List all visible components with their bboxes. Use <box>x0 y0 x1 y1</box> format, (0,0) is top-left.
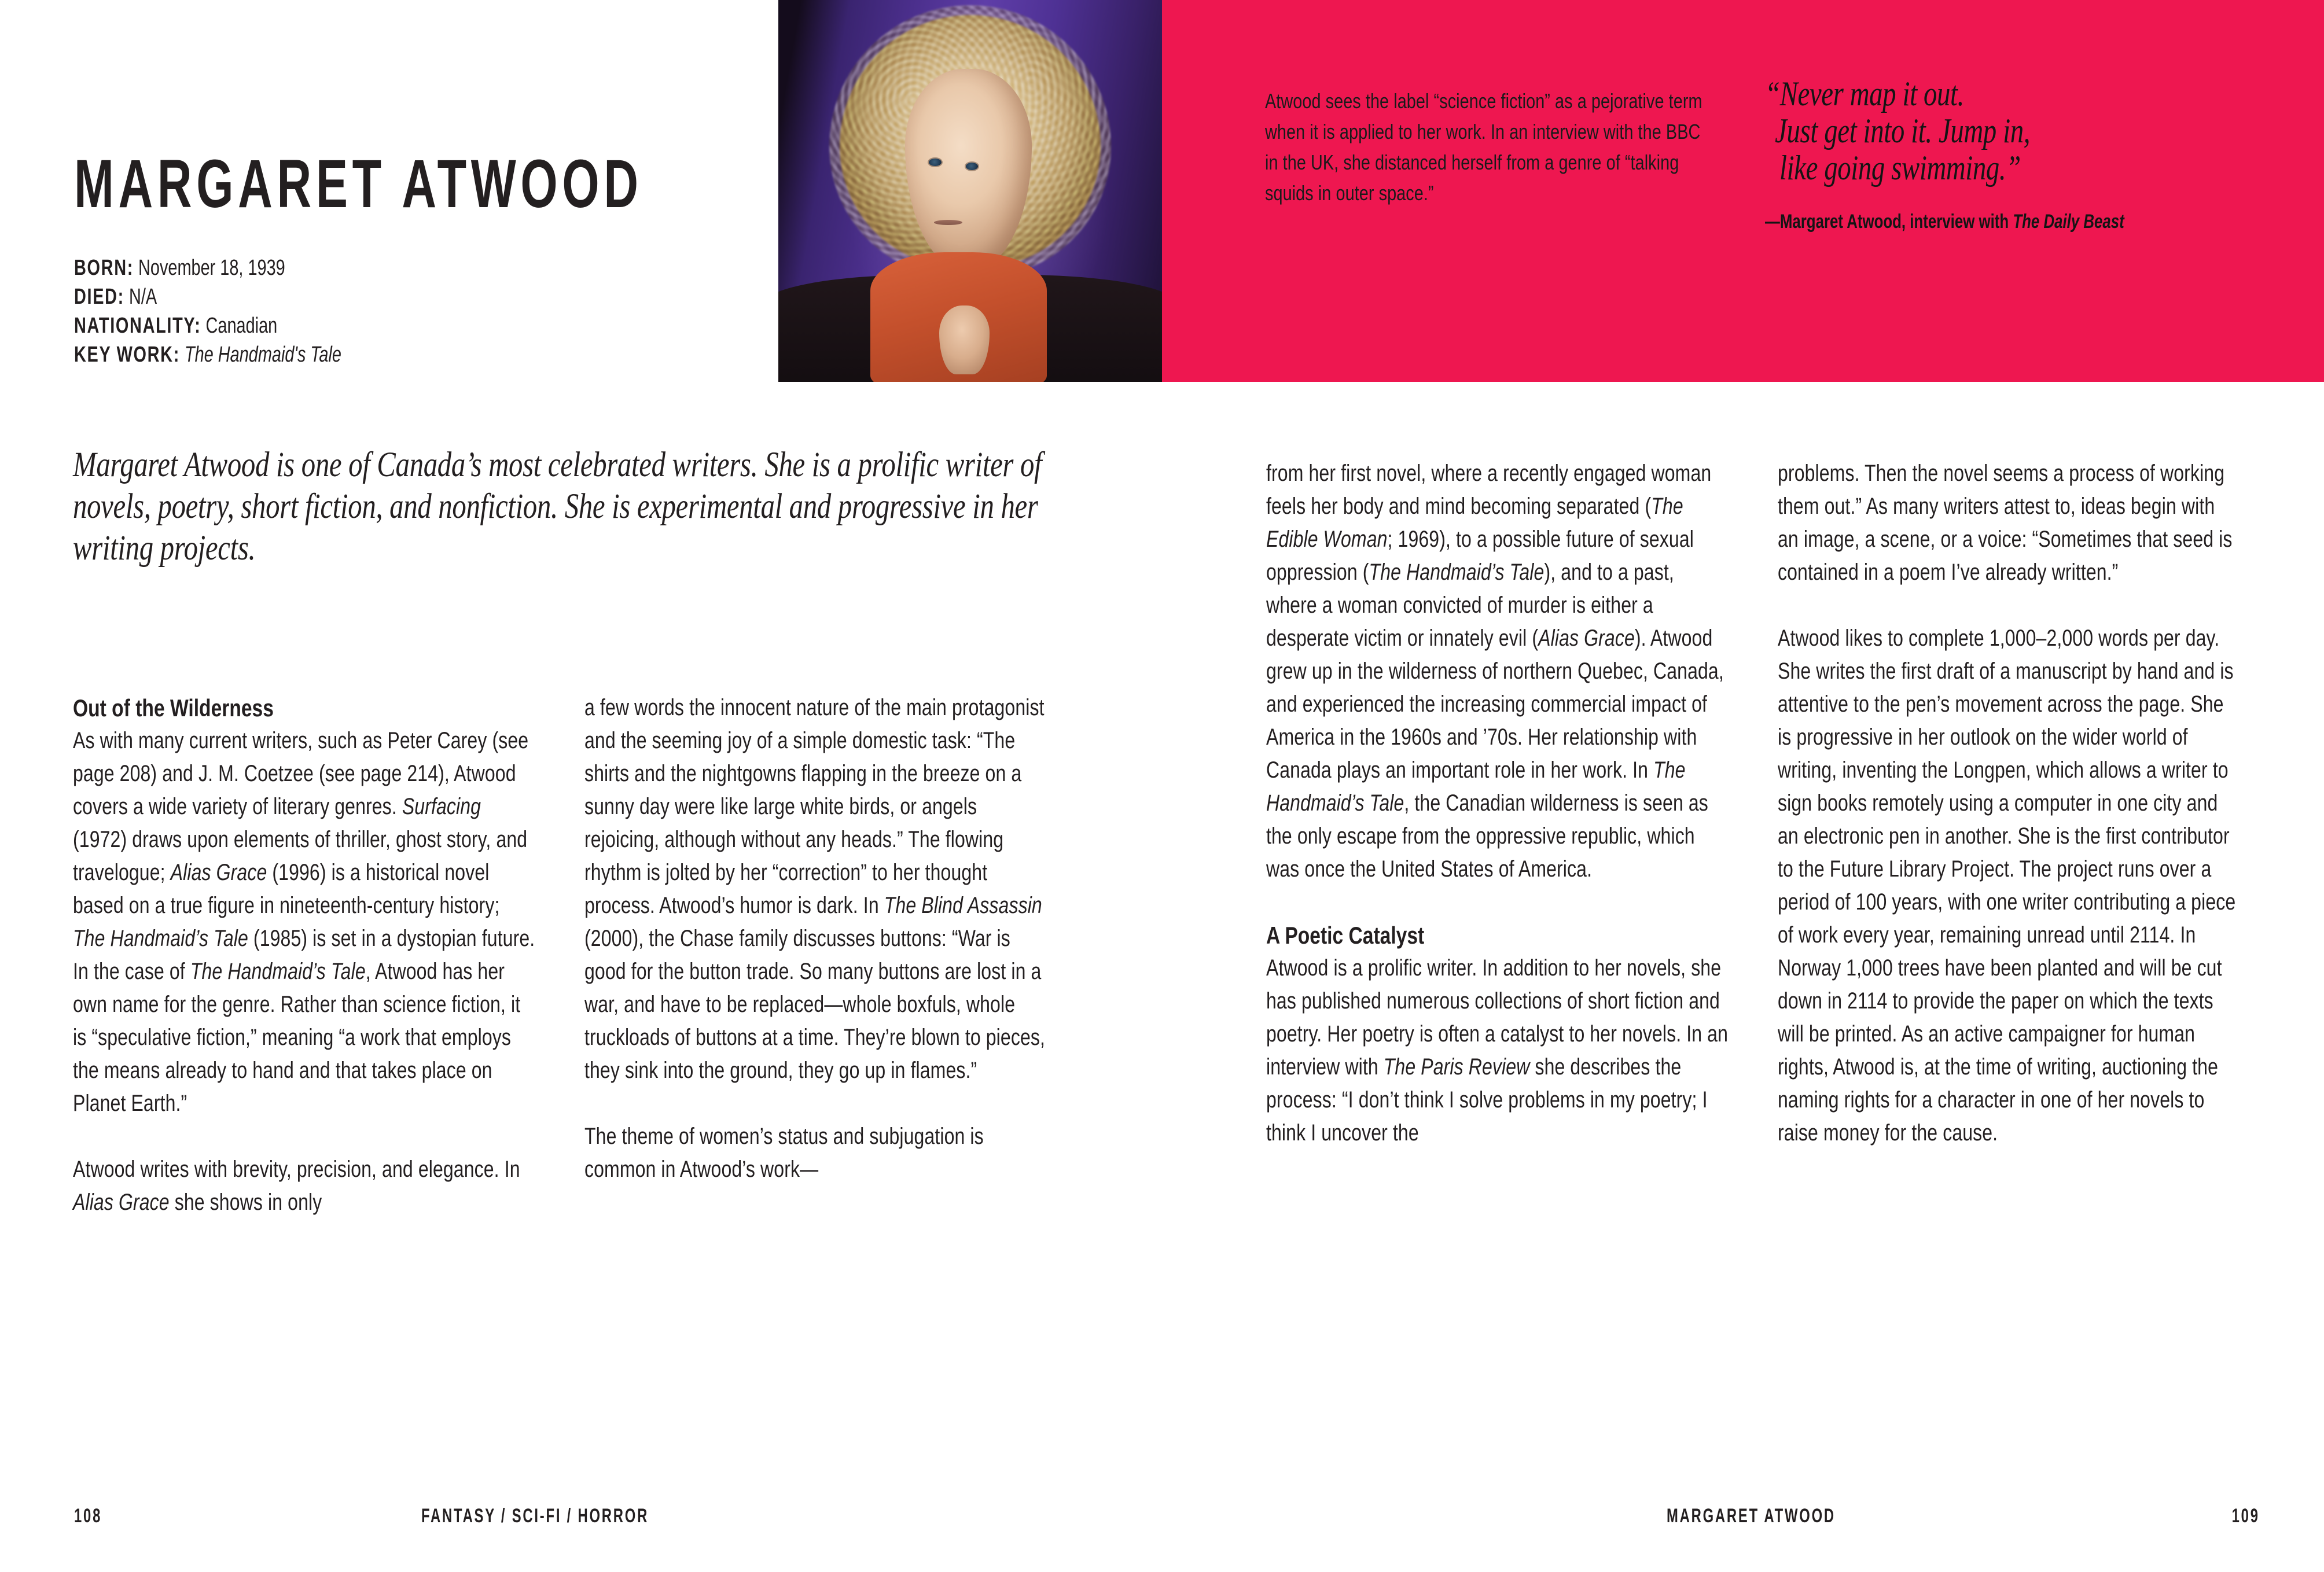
meta-value-born: November 18, 1939 <box>138 256 285 280</box>
text-run: (2000), the Chase family discusses buttons: “War is good for the button trade. So many buttons are lost in a war, and have to be replaced—whole boxfuls, whole truckloads of buttons at a time. They’re blown to pieces, they sink into the ground, they go up in flames.” <box>584 926 1045 1083</box>
text-run: , Atwood has her own name for the genre. Rather than science fiction, it is “speculative fiction,” meaning “a work that employs the means already to hand and that takes place on Planet Earth.” <box>73 959 521 1116</box>
text-run: Atwood is a prolific writer. In addition to her novels, she has published numerous collections of short fiction and poetry. Her poetry is often a catalyst to her novels. In an interview with <box>1266 955 1729 1080</box>
paragraph-c1-p1 <box>73 724 536 1120</box>
paragraph-c3-p2 <box>1266 952 1729 1150</box>
paragraph-c4-p1: problems. Then the novel seems a process of working them out.” As many writers attest to, ideas begin with an image, a scene, or a voice: “Sometimes that seed is contained in a poem I’ve already written.” <box>1778 461 2233 585</box>
book-title-handmaids-tale: The Handmaid’s Tale <box>190 959 366 984</box>
meta-value-died: N/A <box>129 285 157 309</box>
meta-row-key-work <box>74 340 708 369</box>
book-title-blind-assassin: The Blind Assassin <box>884 893 1042 918</box>
body-column-3 <box>1266 457 1729 1150</box>
pullquote-line-3: like going swimming.” <box>1779 149 2021 187</box>
body-column-4 <box>1778 457 2241 1150</box>
text-run: from her first novel, where a recently engaged woman feels her body and mind becoming separated ( <box>1266 461 1712 519</box>
pullquote-attribution-source: The Daily Beast <box>2013 211 2124 233</box>
book-title-alias-grace: Alias Grace <box>170 860 267 885</box>
pullquote-line-1: “Never map it out. <box>1765 75 1964 113</box>
text-run: (1996) is a historical novel based on a true figure in nineteenth-century history; <box>73 860 500 918</box>
paragraph-c2-p1 <box>584 691 1047 1087</box>
body-column-1 <box>73 691 536 1219</box>
meta-label-died: DIED: <box>74 285 124 309</box>
meta-label-born: BORN: <box>74 256 134 280</box>
meta-row-died <box>74 282 708 311</box>
portrait-eye-right <box>966 163 979 170</box>
text-run: she shows in only <box>169 1190 322 1215</box>
book-title-surfacing: Surfacing <box>402 794 481 819</box>
pullquote-line-2: Just get into it. Jump in, <box>1775 112 2031 150</box>
text-run: a few words the innocent nature of the main protagonist and the seeming joy of a simple domestic task: “The shirts and the nightgowns flapping in the breeze on a sunny day were like large white birds, or angels rejoicing, although without any heads.” The flowing rhythm is jolted by her “correction” to her thought process. Atwood’s humor is dark. In <box>584 695 1045 918</box>
page-footer <box>0 1504 2324 1545</box>
header-zone <box>0 0 2324 383</box>
footer-page-number-right: 109 <box>2231 1505 2260 1527</box>
meta-row-nationality <box>74 311 708 340</box>
meta-value-key-work <box>185 343 341 367</box>
portrait-hand <box>939 305 989 374</box>
book-title-alias-grace: Alias Grace <box>73 1190 170 1215</box>
pullquote-attribution-prefix: —Margaret Atwood, interview with <box>1765 211 2013 233</box>
text-run: (1985) is set in a dystopian future. In the case of <box>73 926 535 984</box>
meta-value-nationality: Canadian <box>205 314 278 338</box>
callout-text: Atwood sees the label “science fiction” as a pejorative term when it is applied to her work. In an interview with the BBC in the UK, she distanced herself from a genre of “talking squids in outer space.” <box>1265 89 1702 205</box>
callout-block <box>1265 86 1705 208</box>
paragraph-c2-p2: The theme of women’s status and subjugation is common in Atwood’s work— <box>584 1124 984 1182</box>
footer-page-number-left: 108 <box>74 1505 102 1527</box>
page-title: MARGARET ATWOOD <box>74 146 643 222</box>
intro-text: Margaret Atwood is one of Canada’s most celebrated writers. She is a prolific writer of novels, poetry, short fiction, and nonfiction. She is experimental and progressive in her writing projects. <box>73 446 1042 568</box>
book-title-alias-grace: Alias Grace <box>1538 625 1635 651</box>
section-heading-out-of-the-wilderness: Out of the Wilderness <box>73 694 274 721</box>
text-run: ), and to a past, where a woman convicted of murder is either a desperate victim or innately evil ( <box>1266 559 1674 651</box>
text-run: Atwood writes with brevity, precision, and elegance. In <box>73 1157 520 1182</box>
paragraph-c4-p2: Atwood likes to complete 1,000–2,000 words per day. She writes the first draft of a manuscript by hand and is attentive to the pen’s movement across the page. She is progressive in her outlook on the wider world of writing, inventing the Longpen, which allows a writer to sign books remotely using a computer in one city and an electronic pen in another. She is the first contributor to the Future Library Project. The project runs over a period of 100 years, with one writer contributing a piece of work every year, remaining unread until 2114. In Norway 1,000 trees have been planted and will be cut down in 2114 to provide the paper on which the texts will be printed. As an active campaigner for human rights, Atwood is, at the time of writing, auctioning the naming rights for a character in one of her novels to raise money for the cause. <box>1778 625 2236 1146</box>
text-run: (1972) draws upon elements of thriller, ghost story, and travelogue; <box>73 827 528 885</box>
paragraph-c1-p2 <box>73 1153 536 1219</box>
text-run: ; 1969), to a possible future of sexual oppression ( <box>1266 527 1694 585</box>
body-column-2 <box>584 691 1047 1186</box>
footer-section-label-left: FANTASY / SCI-FI / HORROR <box>421 1505 649 1527</box>
meta-label-key-work: KEY WORK: <box>74 343 180 367</box>
text-run: As with many current writers, such as Peter Carey (see page 208) and J. M. Coetzee (see page 214), Atwood covers a wide variety of literary genres. <box>73 728 529 819</box>
book-title-handmaids-tale: The Handmaid’s Tale <box>73 926 248 951</box>
page-title-block <box>74 146 887 222</box>
text-run: , the Canadian wilderness is seen as the only escape from the oppressive republic, which was once the United States of America. <box>1266 790 1708 882</box>
pullquote-lines <box>1765 75 2285 186</box>
text-run: ). Atwood grew up in the wilderness of northern Quebec, Canada, and experienced the increasing commercial impact of America in the 1960s and ’70s. Her relationship with Canada plays an important role in her work. In <box>1266 625 1724 783</box>
footer-section-label-right: MARGARET ATWOOD <box>1667 1505 1836 1527</box>
pink-callout-panel <box>1162 0 2324 382</box>
pullquote-attribution <box>1765 211 2283 233</box>
book-title-handmaids-tale: The Handmaid’s Tale <box>1369 559 1545 585</box>
book-title-edible-woman: The Edible Woman <box>1266 494 1683 552</box>
text-run: she describes the process: “I don’t think I solve problems in my poetry; I think I uncover the <box>1266 1054 1708 1146</box>
meta-row-born <box>74 253 708 282</box>
meta-label-nationality: NATIONALITY: <box>74 314 201 338</box>
portrait-mouth <box>934 220 963 225</box>
publication-title-paris-review: The Paris Review <box>1383 1054 1530 1080</box>
portrait-eye-left <box>929 159 942 166</box>
paragraph-c3-p1 <box>1266 457 1729 886</box>
pullquote-block <box>1765 75 2286 233</box>
author-metadata <box>74 253 711 369</box>
section-heading-a-poetic-catalyst: A Poetic Catalyst <box>1266 922 1425 949</box>
meta-value-key-work-title: The Handmaid's Tale <box>185 343 341 367</box>
book-title-handmaids-tale: The Handmaid’s Tale <box>1266 757 1686 816</box>
intro-block <box>73 444 1091 569</box>
